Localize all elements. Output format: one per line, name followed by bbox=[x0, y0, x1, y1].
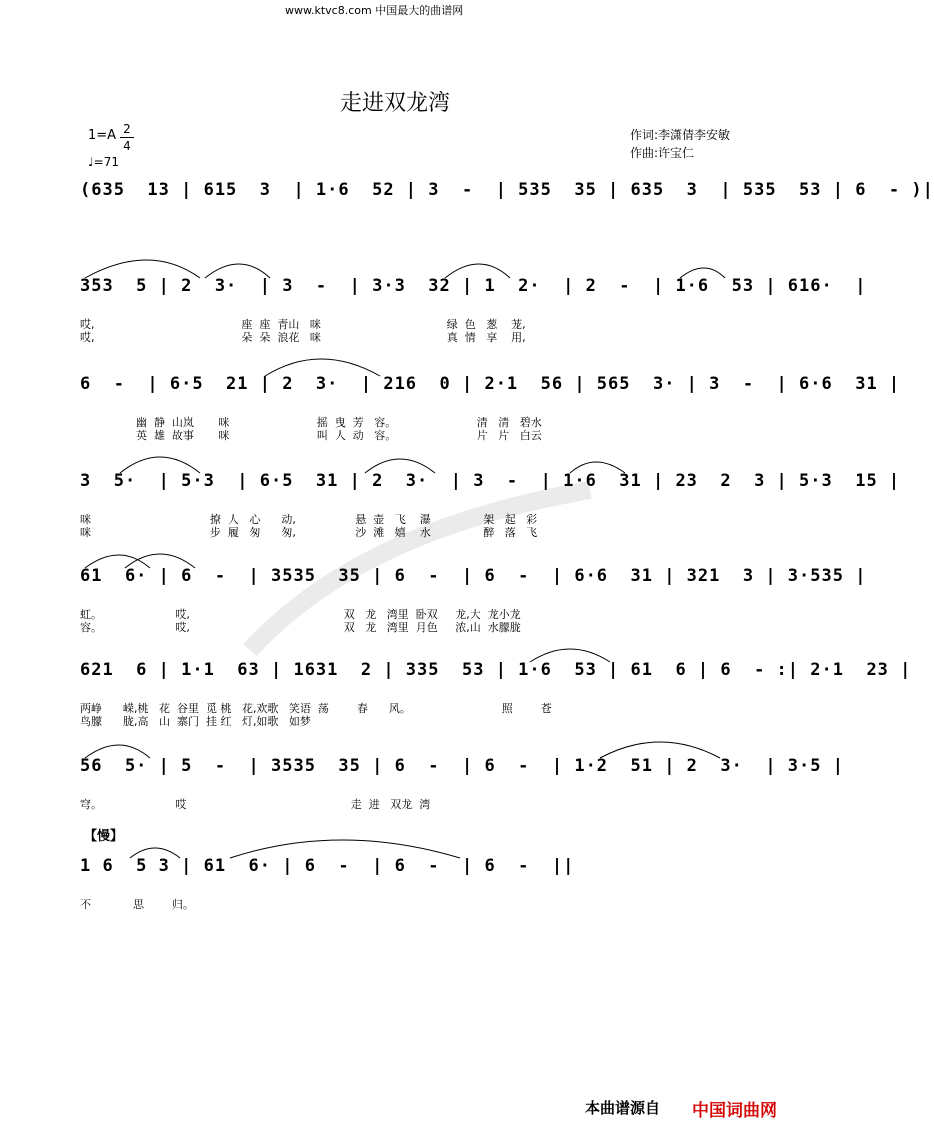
tempo-change-mark: 【慢】 bbox=[84, 829, 124, 844]
source-url: www.ktvc8.com 中国最大的曲谱网 bbox=[285, 4, 464, 17]
lyricist: 作词:李潇倩李安敏 bbox=[630, 128, 731, 142]
lyric-verse-2: 咪 步 履 匆 匆, 沙 滩 嬉 水 醉 落 飞 bbox=[80, 526, 538, 539]
notes-line: (635 13 | 615 3 | 1·6 52 | 3 - | 535 35 | 635 3 | 535 53 | 6 - )| bbox=[80, 180, 934, 200]
notes-line: 353 5 | 2 3· | 3 - | 3·3 32 | 1 2· | 2 - | 1·6 53 | 616· | bbox=[80, 276, 867, 296]
meter-top: 2 bbox=[120, 121, 134, 138]
song-title: 走进双龙湾 bbox=[339, 91, 450, 116]
notes-line: 56 5· | 5 - | 3535 35 | 6 - | 6 - | 1·2 51 | 2 3· | 3·5 | bbox=[80, 756, 844, 776]
notes-line: 3 5· | 5·3 | 6·5 31 | 2 3· | 3 - | 1·6 31 | 23 2 3 | 5·3 15 | bbox=[80, 471, 901, 491]
lyric-verse-1: 幽 静 山岚 咪 摇 曳 芳 容。 清 清 碧水 bbox=[80, 416, 542, 429]
lyric-verse-1: 两峥 嵘,桃 花 谷里 觅 桃 花,欢歌 笑语 荡 春 风。 照 苍 bbox=[80, 702, 552, 715]
lyric-verse-2: 鸟朦 胧,高 山 寨门 挂 红 灯,如歌 如梦 bbox=[80, 715, 311, 728]
notes-line: 61 6· | 6 - | 3535 35 | 6 - | 6 - | 6·6 31 | 321 3 | 3·535 | bbox=[80, 566, 867, 586]
meter-bottom: 4 bbox=[123, 139, 131, 153]
lyric-verse-1: 穹。 哎 走 进 双龙 湾 bbox=[80, 798, 431, 811]
lyric-verse-1: 虹。 哎, 双 龙 湾里 卧双 龙,大 龙小龙 bbox=[80, 608, 521, 621]
footer-source-label: 本曲谱源自 bbox=[585, 1099, 661, 1117]
notes-line: 6 - | 6·5 21 | 2 3· | 216 0 | 2·1 56 | 565 3· | 3 - | 6·6 31 | bbox=[80, 374, 901, 394]
notes-line: 621 6 | 1·1 63 | 1631 2 | 335 53 | 1·6 53 | 61 6 | 6 - :| 2·1 23 | bbox=[80, 660, 912, 680]
key-signature: 1=A bbox=[88, 128, 117, 143]
composer: 作曲:许宝仁 bbox=[630, 146, 695, 160]
lyric-verse-1: 哎, 座 座 青山 咪 绿 色 葱 茏, bbox=[80, 318, 526, 331]
lyric-verse-2: 哎, 朵 朵 浪花 咪 真 情 享 用, bbox=[80, 331, 526, 344]
lyric-verse-1: 咪 撩 人 心 动, 悬 壶 飞 瀑 架 起 彩 bbox=[80, 513, 538, 526]
lyric-verse-2: 容。 哎, 双 龙 湾里 月色 浓,山 水朦胧 bbox=[80, 621, 521, 634]
time-signature bbox=[120, 121, 134, 154]
lyric-verse-2: 英 雄 故事 咪 叫 人 动 容。 片 片 白云 bbox=[80, 429, 542, 442]
notes-line: 1 6 5 3 | 61 6· | 6 - | 6 - | 6 - || bbox=[80, 856, 575, 876]
footer-site-name: 中国词曲网 bbox=[692, 1101, 777, 1121]
tempo-mark: ♩=71 bbox=[88, 155, 119, 169]
lyric-verse-1: 不 思 归。 bbox=[80, 898, 194, 911]
credits bbox=[630, 126, 730, 162]
